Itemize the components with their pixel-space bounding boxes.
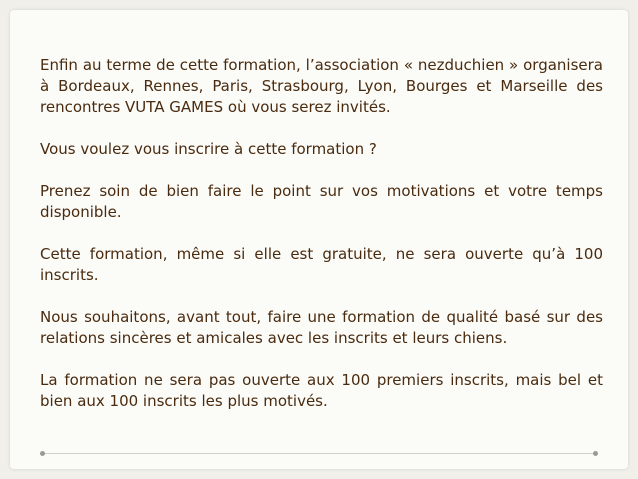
paragraph-question: Vous voulez vous inscrire à cette formation ? xyxy=(40,140,377,158)
paragraph-capacity: Cette formation, même si elle est gratuite, ne sera ouverte qu’à 100 inscrits. xyxy=(40,245,603,284)
paragraph-selection: La formation ne sera pas ouverte aux 100 premiers inscrits, mais bel et bien aux 100 inscrits les plus motivés. xyxy=(40,371,603,410)
paragraph-motivation: Prenez soin de bien faire le point sur vos motivations et votre temps disponible. xyxy=(40,182,603,221)
left-dot-icon xyxy=(40,451,45,456)
slide-content xyxy=(40,55,603,412)
right-dot-icon xyxy=(593,451,598,456)
paragraph-quality: Nous souhaitons, avant tout, faire une formation de qualité basé sur des relations sincères et amicales avec les inscrits et leurs chiens. xyxy=(40,308,603,347)
footer-divider xyxy=(40,453,598,454)
paragraph-conclusion: Enfin au terme de cette formation, l’association « nezduchien » organisera à Bordeaux, Rennes, Paris, Strasbourg, Lyon, Bourges et Marseille des rencontres VUTA GAMES où vous serez invités. xyxy=(40,56,603,116)
